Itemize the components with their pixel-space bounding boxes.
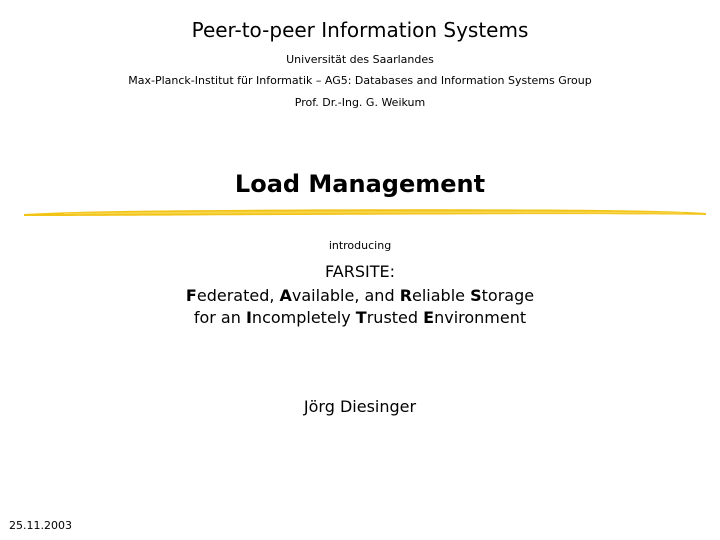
subtitle-word-rest: ederated, <box>196 286 280 305</box>
acronym-initial: S <box>470 286 482 305</box>
acronym-initial: A <box>279 286 292 305</box>
acronym-initial: R <box>399 286 413 305</box>
presentation-date: 25.11.2003 <box>9 519 72 532</box>
course-title: Peer-to-peer Information Systems <box>191 18 529 42</box>
subtitle-line-1 <box>0 286 720 305</box>
farsite-acronym: FARSITE: <box>325 262 395 281</box>
talk-title: Load Management <box>234 170 486 198</box>
acronym-initial: T <box>355 308 367 327</box>
subtitle-word-rest: ncompletely <box>251 308 356 327</box>
title-underline-stroke <box>24 205 706 219</box>
subtitle-word-rest: for an <box>193 308 246 327</box>
subtitle-word-rest: eliable <box>412 286 471 305</box>
introducing-label: introducing <box>328 239 392 252</box>
acronym-initial: I <box>245 308 252 327</box>
acronym-initial: E <box>423 308 435 327</box>
university-name: Universität des Saarlandes <box>286 53 434 66</box>
author-name: Jörg Diesinger <box>303 397 417 416</box>
subtitle-word-rest: rusted <box>366 308 424 327</box>
subtitle-word-rest: vailable, and <box>291 286 400 305</box>
professor-name: Prof. Dr.-Ing. G. Weikum <box>294 96 426 109</box>
subtitle-word-rest: nvironment <box>434 308 527 327</box>
subtitle-line-2 <box>0 308 720 327</box>
subtitle-word-rest: torage <box>481 286 535 305</box>
institute-name: Max-Planck-Institut für Informatik – AG5: Databases and Information Systems Group <box>128 74 592 87</box>
acronym-initial: F <box>185 286 197 305</box>
